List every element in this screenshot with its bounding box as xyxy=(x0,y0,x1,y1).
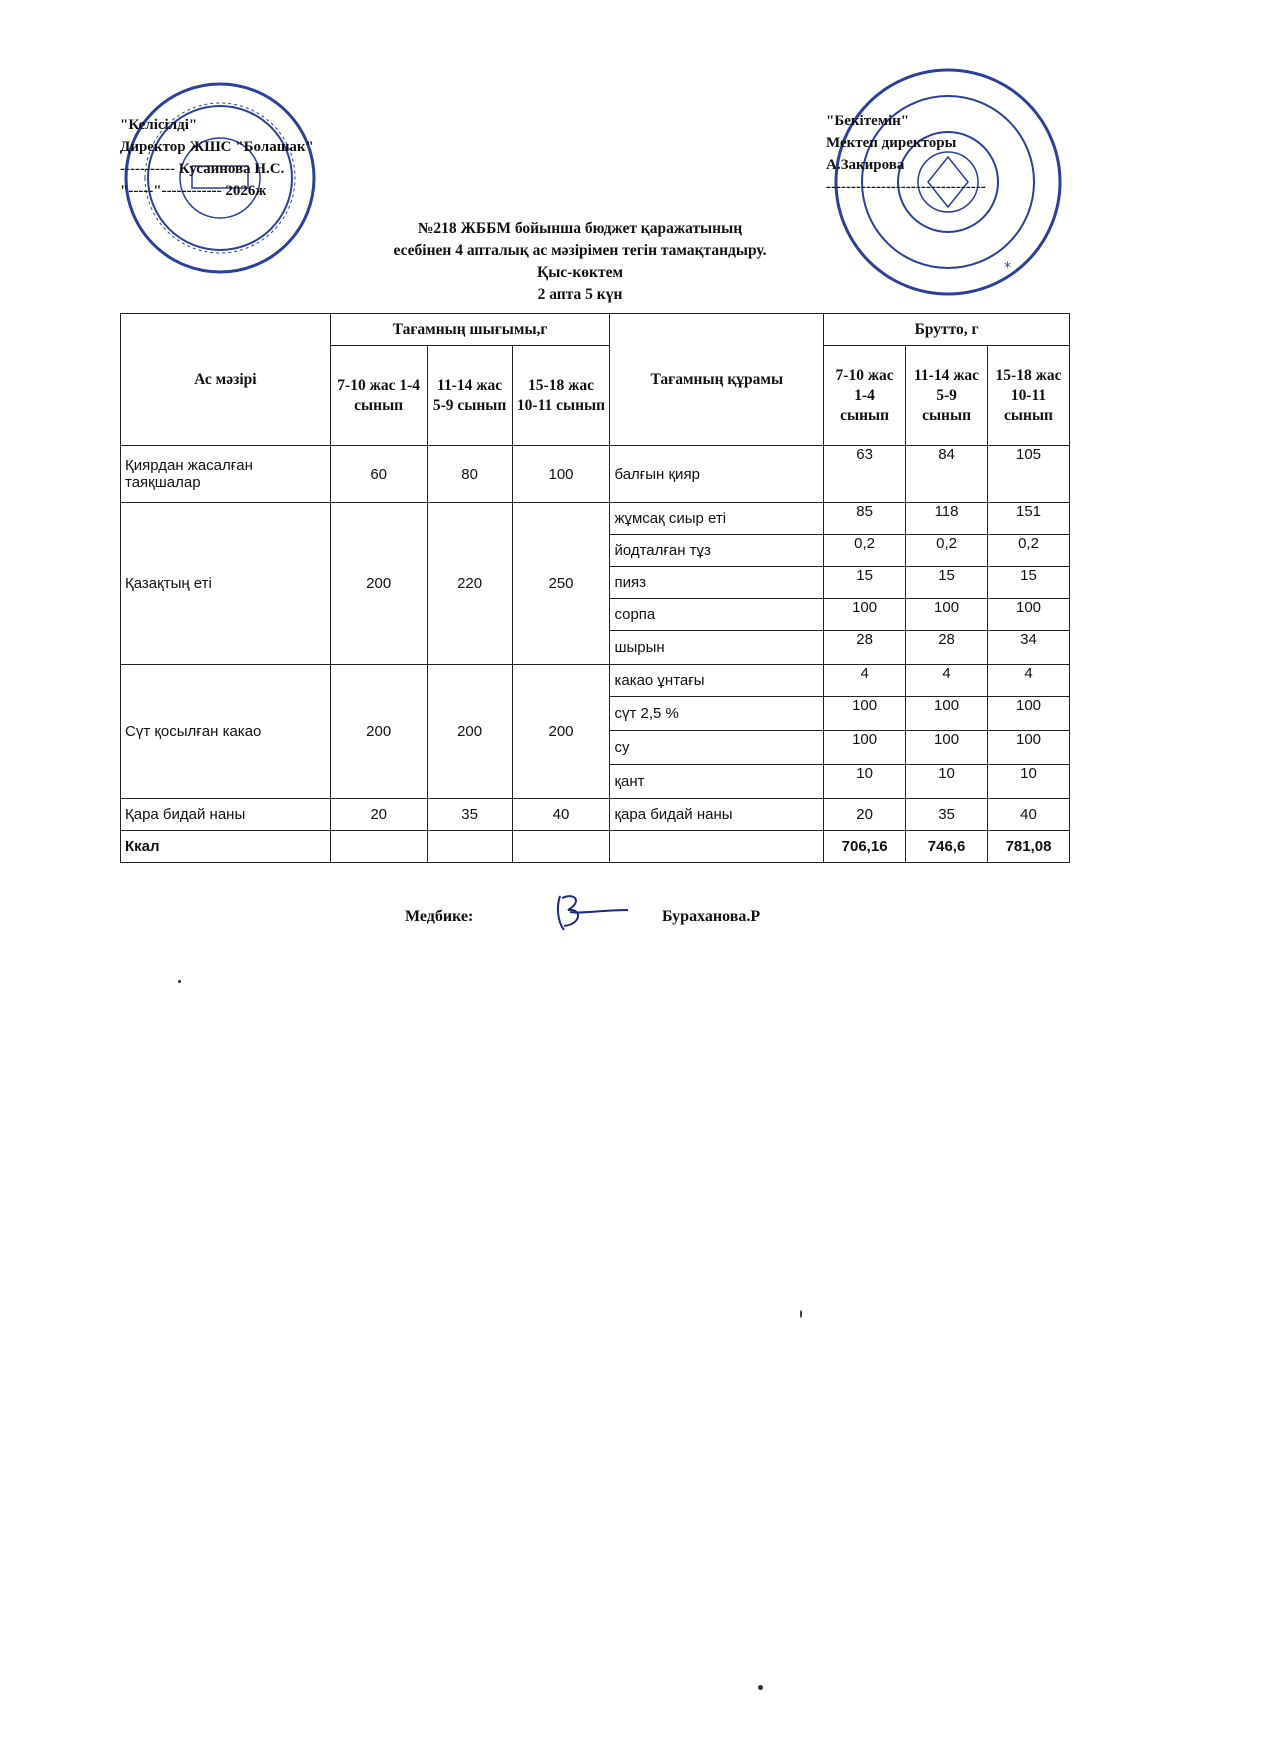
signature-name: Бураханова.Р xyxy=(662,908,761,925)
approval-left-line2: Директор ЖШС "Болашак" xyxy=(120,139,314,155)
total-value: 781,08 xyxy=(988,831,1070,863)
ingredient-name: пияз xyxy=(610,567,824,599)
ingredient-name: сүт 2,5 % xyxy=(610,697,824,731)
title-line1: №218 ЖББМ бойынша бюджет қаражатының xyxy=(417,220,743,237)
brutto-value: 28 xyxy=(906,631,988,665)
dish-name: Қиярдан жасалған таяқшалар xyxy=(121,446,331,503)
brutto-value: 100 xyxy=(906,731,988,765)
ingredient-name: қант xyxy=(610,765,824,799)
ingredient-name: жұмсақ сиыр еті xyxy=(610,503,824,535)
handwritten-signature xyxy=(552,890,632,934)
output-value: 200 xyxy=(512,665,610,799)
signature-role: Медбике: xyxy=(405,908,474,925)
total-value: 746,6 xyxy=(906,831,988,863)
table-row xyxy=(121,665,1070,697)
output-value: 100 xyxy=(512,446,610,503)
output-value: 250 xyxy=(512,503,610,665)
document-title xyxy=(300,218,860,306)
brutto-value: 151 xyxy=(988,503,1070,535)
approval-right-line3: А.Закирова xyxy=(826,157,905,173)
dish-name: Сүт қосылған какао xyxy=(121,665,331,799)
brutto-value: 100 xyxy=(824,697,906,731)
total-row xyxy=(121,831,1070,863)
brutto-value: 10 xyxy=(906,765,988,799)
brutto-value: 15 xyxy=(988,567,1070,599)
ingredient-name: сорпа xyxy=(610,599,824,631)
brutto-value: 0,2 xyxy=(988,535,1070,567)
brutto-value: 35 xyxy=(906,799,988,831)
total-value: 706,16 xyxy=(824,831,906,863)
brutto-value: 15 xyxy=(906,567,988,599)
output-value: 40 xyxy=(512,799,610,831)
svg-text:*: * xyxy=(1004,260,1011,276)
approval-right-line1: "Бекітемін" xyxy=(826,113,910,129)
brutto-value: 63 xyxy=(824,446,906,503)
table-row xyxy=(121,799,1070,831)
header-output-age1: 7-10 жас 1-4 сынып xyxy=(330,346,427,446)
title-line3: Қыс-көктем xyxy=(536,264,624,281)
brutto-value: 4 xyxy=(988,665,1070,697)
empty-cell xyxy=(427,831,512,863)
brutto-value: 0,2 xyxy=(906,535,988,567)
scan-speck xyxy=(800,1310,802,1318)
output-value: 20 xyxy=(330,799,427,831)
brutto-value: 4 xyxy=(824,665,906,697)
header-output-age2: 11-14 жас 5-9 сынып xyxy=(427,346,512,446)
output-value: 220 xyxy=(427,503,512,665)
dish-name: Қара бидай наны xyxy=(121,799,331,831)
output-value: 60 xyxy=(330,446,427,503)
title-line4: 2 апта 5 күн xyxy=(537,286,623,303)
empty-cell xyxy=(330,831,427,863)
header-menu: Ас мәзірі xyxy=(121,314,331,446)
ingredient-name: йодталған тұз xyxy=(610,535,824,567)
output-value: 200 xyxy=(427,665,512,799)
brutto-value: 84 xyxy=(906,446,988,503)
brutto-value: 85 xyxy=(824,503,906,535)
empty-cell xyxy=(610,831,824,863)
ingredient-name: балғын қияр xyxy=(610,446,824,503)
scan-speck xyxy=(758,1685,763,1690)
brutto-value: 0,2 xyxy=(824,535,906,567)
brutto-value: 100 xyxy=(906,599,988,631)
ingredient-name: қара бидай наны xyxy=(610,799,824,831)
brutto-value: 100 xyxy=(988,731,1070,765)
brutto-value: 28 xyxy=(824,631,906,665)
brutto-value: 10 xyxy=(988,765,1070,799)
total-label: Ккал xyxy=(121,831,331,863)
table-row xyxy=(121,503,1070,535)
brutto-value: 100 xyxy=(988,599,1070,631)
header-composition: Тағамның құрамы xyxy=(610,314,824,446)
output-value: 200 xyxy=(330,665,427,799)
brutto-value: 100 xyxy=(988,697,1070,731)
title-line2: есебінен 4 апталық ас мәзірімен тегін тамақтандыру. xyxy=(393,242,767,259)
brutto-value: 100 xyxy=(824,599,906,631)
menu-table xyxy=(120,313,1070,863)
brutto-value: 34 xyxy=(988,631,1070,665)
approval-right-line4: -------------------------------- xyxy=(826,179,986,195)
approval-left-line4: "-----"------------ 2026ж xyxy=(120,183,267,199)
header-output-group: Тағамның шығымы,г xyxy=(330,314,610,346)
brutto-value: 10 xyxy=(824,765,906,799)
approval-left-line3: ----------- Кусаинова Н.С. xyxy=(120,161,285,177)
brutto-value: 105 xyxy=(988,446,1070,503)
header-brutto-age2: 11-14 жас 5-9 сынып xyxy=(906,346,988,446)
header-brutto-group: Брутто, г xyxy=(824,314,1070,346)
output-value: 80 xyxy=(427,446,512,503)
approval-left-block xyxy=(120,114,314,202)
brutto-value: 40 xyxy=(988,799,1070,831)
table-row xyxy=(121,446,1070,503)
scan-speck xyxy=(178,980,181,983)
dish-name: Қазақтың еті xyxy=(121,503,331,665)
brutto-value: 100 xyxy=(824,731,906,765)
ingredient-name: су xyxy=(610,731,824,765)
approval-left-line1: "Келісілді" xyxy=(120,117,198,133)
brutto-value: 15 xyxy=(824,567,906,599)
ingredient-name: шырын xyxy=(610,631,824,665)
brutto-value: 118 xyxy=(906,503,988,535)
brutto-value: 100 xyxy=(906,697,988,731)
approval-right-block xyxy=(826,110,986,198)
brutto-value: 20 xyxy=(824,799,906,831)
approval-right-line2: Мектеп директоры xyxy=(826,135,957,151)
brutto-value: 4 xyxy=(906,665,988,697)
header-brutto-age1: 7-10 жас 1-4 сынып xyxy=(824,346,906,446)
header-brutto-age3: 15-18 жас 10-11 сынып xyxy=(988,346,1070,446)
output-value: 200 xyxy=(330,503,427,665)
ingredient-name: какао ұнтағы xyxy=(610,665,824,697)
output-value: 35 xyxy=(427,799,512,831)
header-output-age3: 15-18 жас 10-11 сынып xyxy=(512,346,610,446)
empty-cell xyxy=(512,831,610,863)
